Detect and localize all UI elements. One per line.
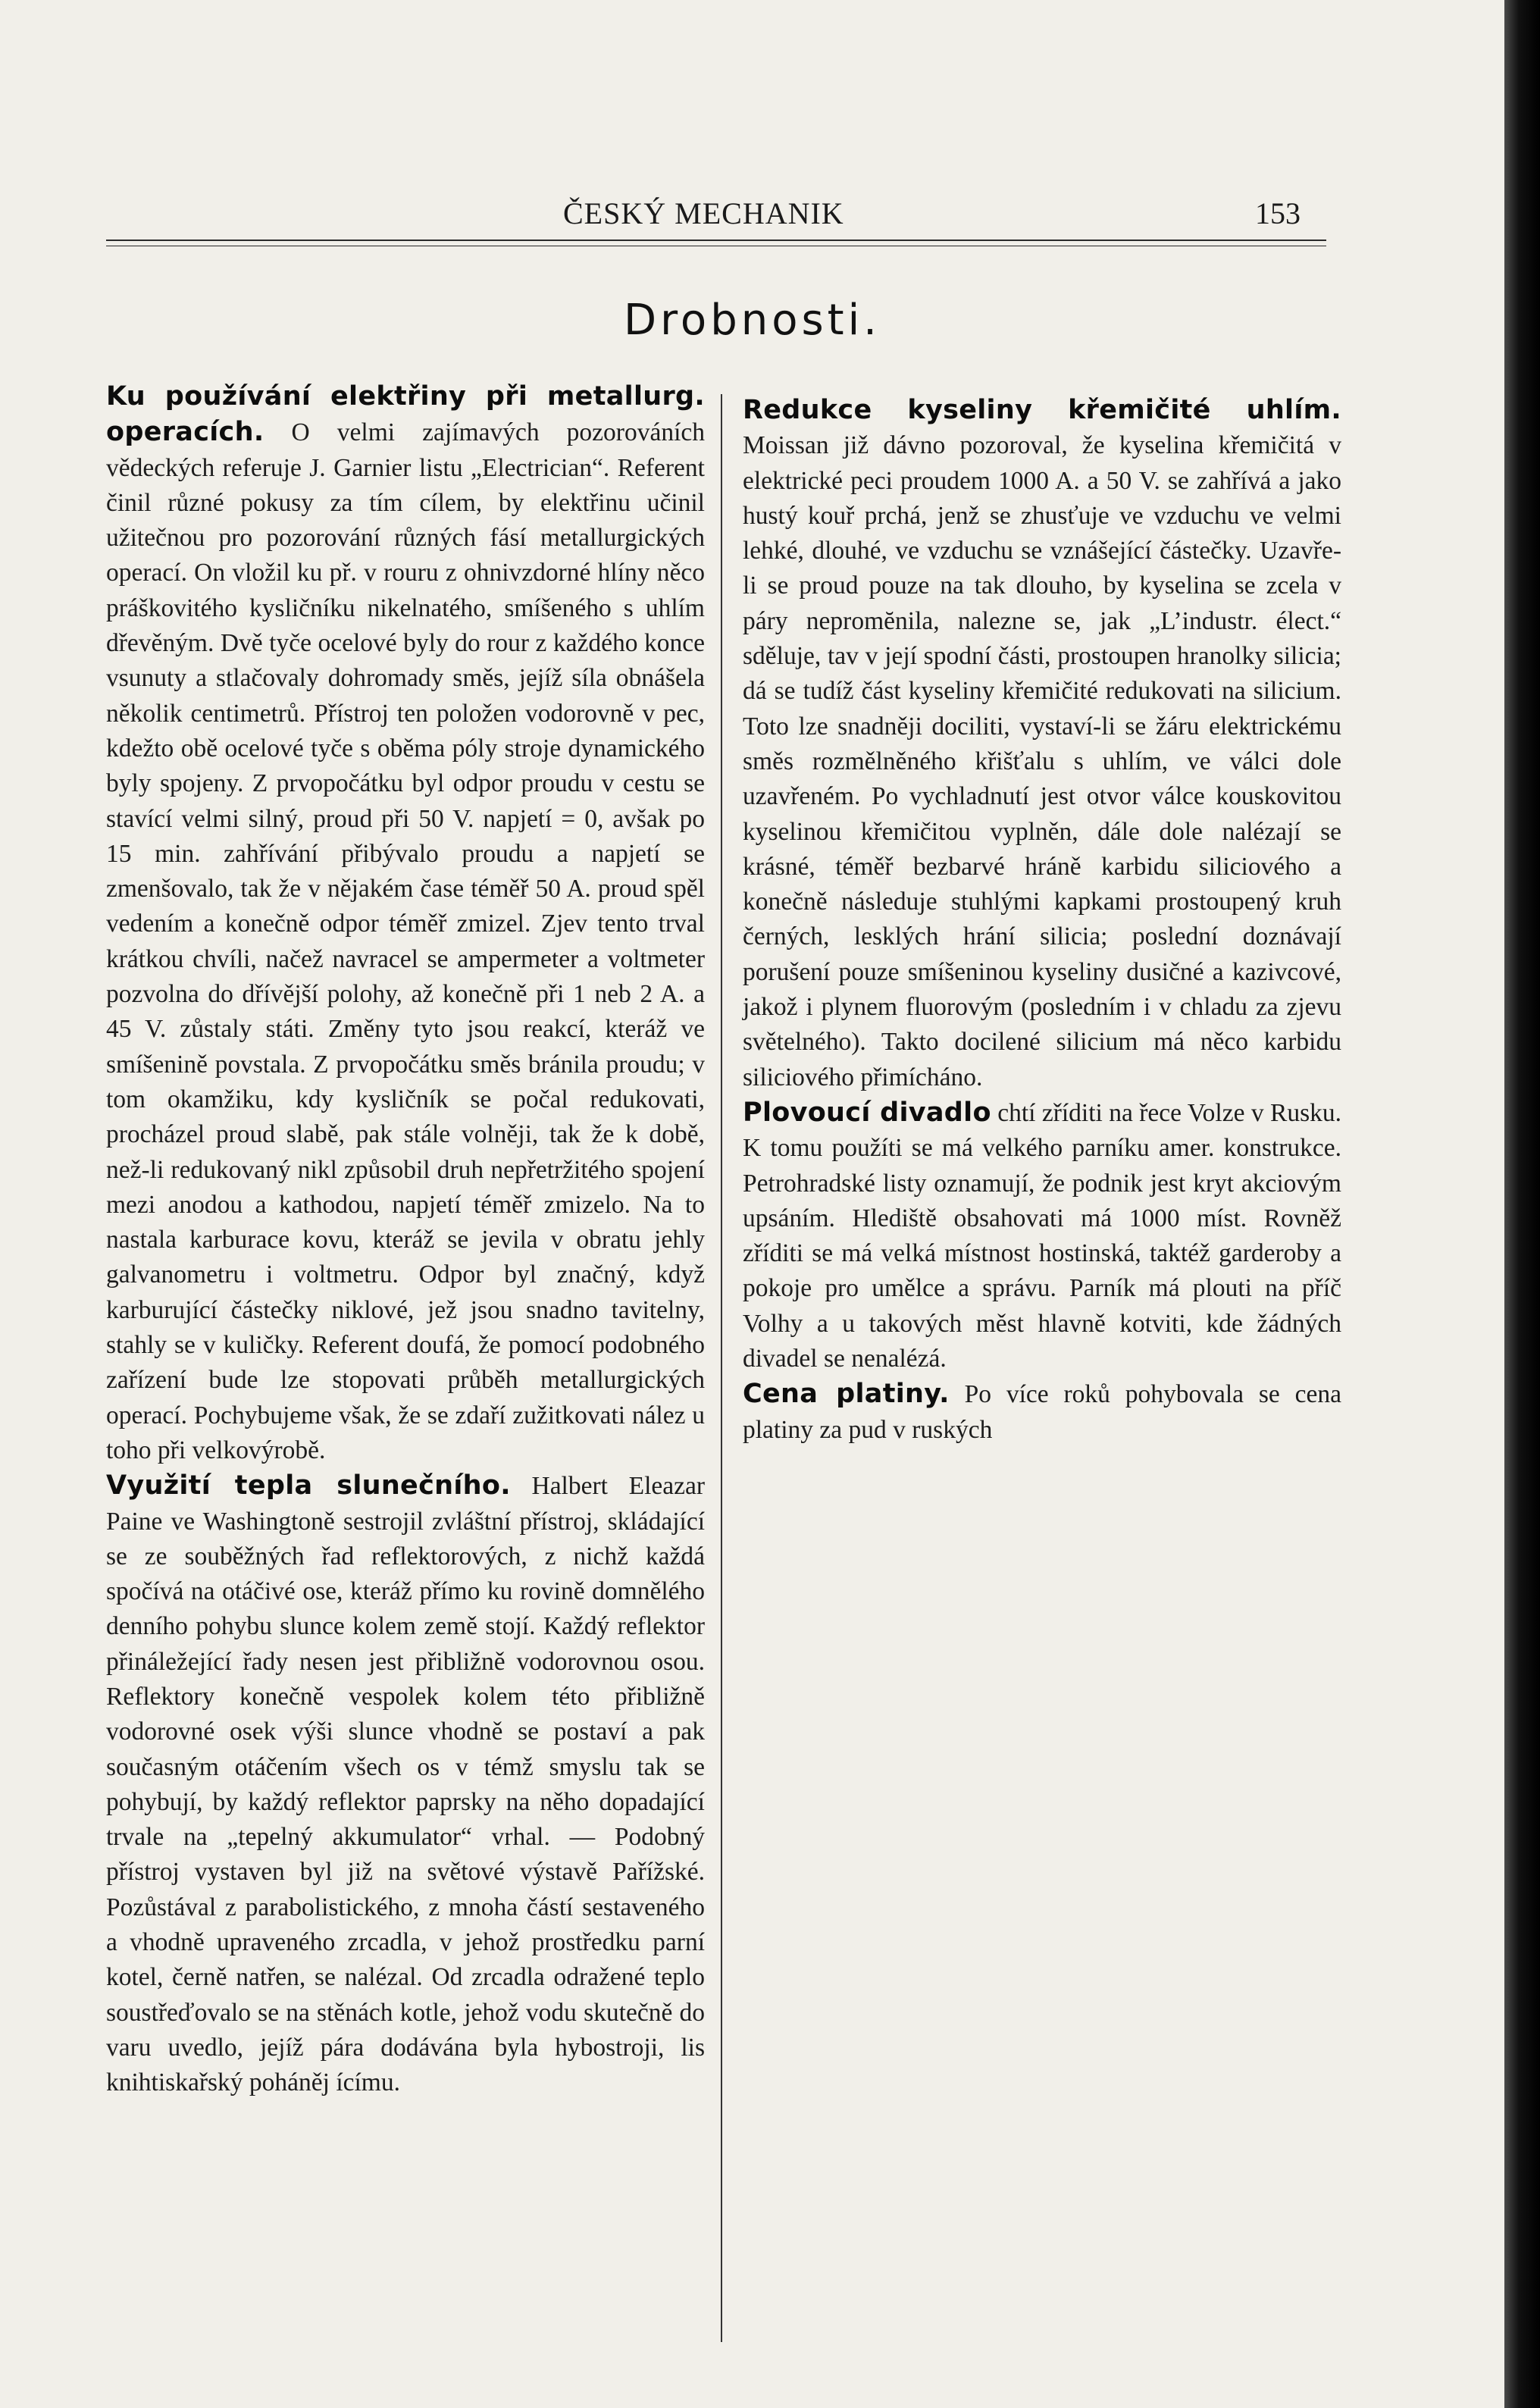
section-body: Halbert Eleazar Paine ve Washingtoně sestrojil zvláštní přístroj, skládající se ze souběžných řad reflektorových, z nichž každá spočívá na otáčivé ose, kteráž přímo ku rovině domnělého denního pohybu slunce kolem země stojí. Každý reflektor přináležející řady nesen jest přibližně vodorovnou osou. Reflektory konečně vespolek kolem této přibližně vodorovné osek výši slunce vhodně se postaví a pak současným otáčením všech os v témž smyslu tak se pohybují, by každý reflektor paprsky na něho dopadající trvale na „tepelný akkumulator“ vrhal. — Podobný přístroj vystaven byl již na světové výstavě Pařížské. Pozůstával z parabolistického, z mnoha částí sestaveného a vhodně upraveného zrcadla, v jehož prostředku parní kotel, černě natřen, se nalézal. Od zrcadla odražené teplo soustřeďovalo se na stěnách kotle, jehož vodu skutečně do varu uvedlo, jejíž pára dodávána byla hybostroji, lis knihtiskařský poháněj ícímu. xyxy=(106,1472,706,2097)
article xyxy=(743,393,1341,1095)
running-header xyxy=(106,189,1319,243)
column-divider xyxy=(721,394,722,2342)
section-title: Redukce kyseliny křemičité uhlím. xyxy=(743,395,1341,425)
section-body: O velmi zajímavých pozorováních vědeckých referuje J. Garnier listu „Electrician“. Referent činil různé pokusy za tím cílem, by elektřinu učinil užitečnou pro pozorování různých fásí metallurgických operací. On vložil ku př. v rouru z ohnivzdorné hlíny něco práškovitého kysličníku nikelnatého, smíšeného s uhlím dřevěným. Dvě tyče ocelové byly do rour z každého konce vsunuty a stlačovaly dohromady směs, jejíž síla obnášela několik centimetrů. Přístroj ten položen vodorovně v pec, kdežto obě ocelové tyče s oběma póly stroje dynamického byly spojeny. Z prvopočátku byl odpor proudu v cestu se stavící velmi silný, proud při 50 V. napjetí = 0, avšak po 15 min. zahřívání přibývalo proudu a napjetí se zmenšovalo, tak že v nějakém čase téměř 50 A. proud spěl vedením a konečně odpor téměř zmizel. Zjev tento trval krátkou chvíli, načež navracel se ampermeter a voltmeter pozvolna do dřívější polohy, až konečně při 1 neb 2 A. a 45 V. zůstaly státi. Změny tyto jsou reakcí, kteráž ve smíšenině povstala. Z prvopočátku směs bránila proudu; v tom okamžiku, kdy kysličník se počal redukovati, procházel proud slabě, pak stále volněji, tak že k době, než-li redukovaný nikl způsobil druh nepřetržitého spojení mezi anodou a kathodou, napjetí téměř zmizelo. Na to nastala karburace kovu, kteráž se jevila v obratu jehly galvanometru i voltmetru. Odpor byl značný, když karburující částečky niklové, jež jsou snadno tavitelny, stahly se v kuličky. Referent doufá, že pomocí podobného zařízení bude lze stopovati průběh metallurgických operací. Pochybujeme však, že se zdaří zužitkovati nález u toho při velkovýrobě. xyxy=(106,418,705,1464)
page-number: 153 xyxy=(1255,196,1301,230)
column-left xyxy=(106,379,705,2101)
section-title: Ku používání elektřiny při metallurg. operacích. xyxy=(106,381,705,448)
header-rule xyxy=(106,240,1326,241)
scan-edge xyxy=(1504,0,1540,2408)
article xyxy=(743,1376,1341,1448)
article xyxy=(106,379,705,1468)
running-title: ČESKÝ MECHANIK xyxy=(563,196,844,230)
section-title: Využití tepla slunečního. xyxy=(106,1470,511,1501)
article xyxy=(106,1468,705,2100)
section-body: chtí zříditi na řece Volze v Rusku. K tomu použíti se má velkého parníku amer. konstrukce. Petrohradské listy oznamují, že podnik jest kryt akciovým upsáním. Hlediště obsahovati má 1000 míst. Rovněž zříditi se má velká místnost hostinská, taktéž garderoby a pokoje pro umělce a správu. Parník má plouti na příč Volhy a u takových měst hlavně kotviti, kde žádných divadel se nenalézá. xyxy=(743,1098,1342,1373)
page-heading: Drobnosti. xyxy=(624,296,881,345)
column-right xyxy=(743,393,1341,1448)
section-title: Cena platiny. xyxy=(743,1379,950,1410)
section-title: Plovoucí divadlo xyxy=(743,1097,991,1128)
section-body: Po více roků pohybovala se cena platiny za pud v ruských xyxy=(743,1380,1341,1444)
section-body: Moissan již dávno pozoroval, že kyselina křemičitá v elektrické peci proudem 1000 A. a 50 V. se zahřívá a jako hustý kouř prchá, jenž se zhusťuje ve vzduchu ve velmi lehké, dlouhé, ve vzduchu se vznášející částečky. Uzavře-li se proud pouze na tak dlouho, by kyselina se zcela v páry nepromĕnila, nalezne se, jak „L’industr. élect.“ sděluje, tav v její spodní části, prostoupen hranolky silicia; dá se tudíž část kyseliny křemičité redukovati na silicium. Toto lze snadněji dociliti, vystaví-li se žáru elektrickému směs rozmělněného křišťalu s uhlím, ve válci dole uzavřeném. Po vychladnutí jest otvor válce kouskovitou kyselinou křemičitou vyplněn, dále dole nalézají se krásné, téměř bezbarvé hráně karbidu siliciového a konečně následuje stuhlými kapkami prostoupený kruh černých, lesklých hrání silicia; poslední doznávají porušení pouze smíšeninou kyseliny dusičné a kazivcové, jakož i plynem fluorovým (posledním i v chladu za zjevu světelného). Takto docilené silicium má něco karbidu siliciového přimícháno. xyxy=(743,431,1341,1091)
article xyxy=(743,1095,1341,1376)
